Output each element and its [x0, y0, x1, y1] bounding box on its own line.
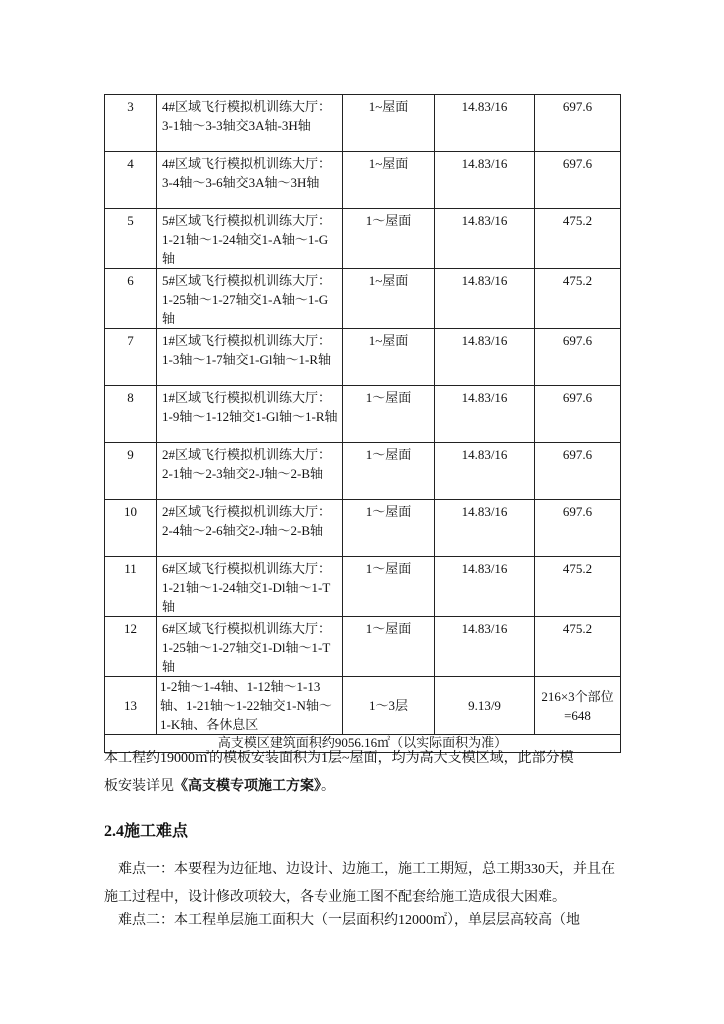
- row-area: 216×3个部位=648: [535, 677, 621, 735]
- row-no: 7: [105, 329, 157, 386]
- row-height: 14.83/16: [435, 329, 535, 386]
- row-area: 475.2: [535, 269, 621, 329]
- row-no: 4: [105, 152, 157, 209]
- row-height: 9.13/9: [435, 677, 535, 735]
- row-area: 697.6: [535, 95, 621, 152]
- row-location: 5#区域飞行模拟机训练大厅：1-21轴～1-24轴交1-A轴～1-G轴: [157, 209, 343, 269]
- row-no: 5: [105, 209, 157, 269]
- row-height: 14.83/16: [435, 152, 535, 209]
- table-row: [105, 209, 621, 269]
- row-location: 2#区域飞行模拟机训练大厅：2-1轴～2-3轴交2-J轴～2-B轴: [157, 443, 343, 500]
- section-heading: 2.4施工难点: [104, 823, 189, 840]
- formwork-paragraph: [104, 750, 624, 796]
- row-floor: 1～屋面: [343, 557, 435, 617]
- row-area: 697.6: [535, 152, 621, 209]
- table-row-13: [105, 677, 621, 735]
- summary-cell: 高支模区建筑面积约9056.16㎡（以实际面积为准）: [105, 735, 621, 753]
- row-no: 10: [105, 500, 157, 557]
- row-floor: 1~屋面: [343, 95, 435, 152]
- row-floor: 1～屋面: [343, 500, 435, 557]
- row-location: 1-2轴～1-4轴、1-12轴～1-13轴、1-21轴～1-22轴交1-N轴～1-K轴、各休息区: [157, 677, 343, 735]
- difficulty-two: 难点二：本工程单层施工面积大（一层面积约12000㎡），单层层高较高（地: [118, 913, 580, 928]
- row-location: 4#区域飞行模拟机训练大厅：3-4轴～3-6轴交3A轴～3H轴: [157, 152, 343, 209]
- table-row: [105, 386, 621, 443]
- row-height: 14.83/16: [435, 557, 535, 617]
- row-no: 12: [105, 617, 157, 677]
- row-floor: 1~屋面: [343, 152, 435, 209]
- table-row: [105, 443, 621, 500]
- row-height: 14.83/16: [435, 95, 535, 152]
- row-location: 1#区域飞行模拟机训练大厅：1-3轴～1-7轴交1-Gl轴～1-R轴: [157, 329, 343, 386]
- row-height: 14.83/16: [435, 386, 535, 443]
- row-location: 4#区域飞行模拟机训练大厅：3-1轴～3-3轴交3A轴-3H轴: [157, 95, 343, 152]
- row-floor: 1～3层: [343, 677, 435, 735]
- row-no: 8: [105, 386, 157, 443]
- row-floor: 1～屋面: [343, 209, 435, 269]
- row-location: 5#区域飞行模拟机训练大厅：1-25轴～1-27轴交1-A轴～1-G轴: [157, 269, 343, 329]
- row-no: 11: [105, 557, 157, 617]
- row-height: 14.83/16: [435, 443, 535, 500]
- row-location: 1#区域飞行模拟机训练大厅：1-9轴～1-12轴交1-Gl轴～1-R轴: [157, 386, 343, 443]
- row-location: 6#区域飞行模拟机训练大厅：1-21轴～1-24轴交1-Dl轴～1-T轴: [157, 557, 343, 617]
- row-area: 475.2: [535, 557, 621, 617]
- row-height: 14.83/16: [435, 209, 535, 269]
- row-height: 14.83/16: [435, 269, 535, 329]
- table-row: [105, 500, 621, 557]
- row-area: 697.6: [535, 500, 621, 557]
- row-area: 697.6: [535, 329, 621, 386]
- row-no: 9: [105, 443, 157, 500]
- row-floor: 1~屋面: [343, 329, 435, 386]
- table-row: [105, 329, 621, 386]
- table-row: [105, 152, 621, 209]
- row-no: 3: [105, 95, 157, 152]
- row-no: 13: [105, 677, 157, 735]
- row-area: 475.2: [535, 617, 621, 677]
- difficulty-one: 难点一：本要程为边征地、边设计、边施工，施工工期短，总工期330天，并且在施工过程中，设计修改项较大，各专业施工图不配套给施工造成很大困难。: [104, 862, 615, 905]
- row-floor: 1～屋面: [343, 443, 435, 500]
- row-floor: 1～屋面: [343, 617, 435, 677]
- row-location: 2#区域飞行模拟机训练大厅：2-4轴～2-6轴交2-J轴～2-B轴: [157, 500, 343, 557]
- paragraph-prefix: 板安装详见: [104, 779, 174, 794]
- row-area: 475.2: [535, 209, 621, 269]
- formwork-area-table: [104, 94, 621, 753]
- row-floor: 1~屋面: [343, 269, 435, 329]
- row-height: 14.83/16: [435, 500, 535, 557]
- document-reference: 《高支模专项施工方案》: [174, 779, 321, 794]
- row-floor: 1～屋面: [343, 386, 435, 443]
- row-no: 6: [105, 269, 157, 329]
- table-row: [105, 617, 621, 677]
- table-row: [105, 95, 621, 152]
- row-height: 14.83/16: [435, 617, 535, 677]
- row-area: 697.6: [535, 386, 621, 443]
- table-row: [105, 269, 621, 329]
- paragraph-suffix: 。: [321, 779, 335, 794]
- row-location: 6#区域飞行模拟机训练大厅：1-25轴～1-27轴交1-Dl轴～1-T轴: [157, 617, 343, 677]
- paragraph-line-2: [104, 778, 624, 796]
- row-area: 697.6: [535, 443, 621, 500]
- table-body: [105, 95, 621, 677]
- table-row: [105, 557, 621, 617]
- paragraph-line-1: 本工程约19000㎡的模板安装面积为1层~屋面，均为高大支模区域，此部分模: [104, 751, 574, 766]
